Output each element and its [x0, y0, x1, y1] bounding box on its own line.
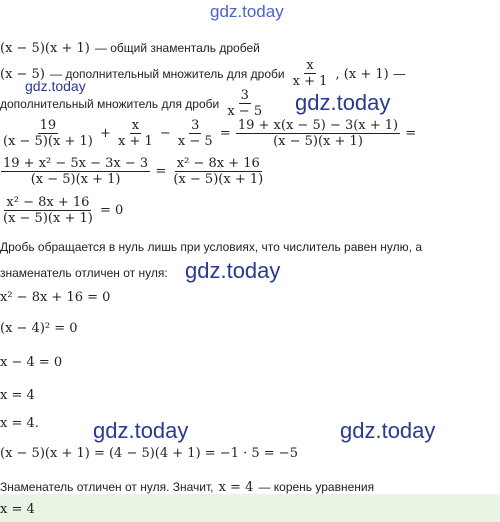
- equation-2: $\frac{\text{19 + x² − 5x − 3x − 3}}{(x - 5)(x + 1)}$ = $\frac{\text{x² − 8x + 16}}{(x - 5)(x + 1)}$: [3, 156, 264, 187]
- step-2: (x − 4)² = 0: [0, 321, 78, 336]
- equation-1: $\frac{19}{(x - 5)(x + 1)}$ + $\frac{x}{x + 1}$ − $\frac{3}{x - 5}$ = $\frac{19 + x(x - 5) - 3(x + 1)}{(x - 5)(x + 1)}$ =: [3, 118, 417, 149]
- conclusion-line: Знаменатель отличен от нуля. Значит, x = 4 — корень уравнения: [0, 480, 375, 495]
- fraction: $\frac{3}{x - 5}$: [227, 88, 263, 119]
- step-5: x = 4.: [0, 416, 39, 431]
- line-factor-2: дополнительный множитель для дроби $\frac{3}{x - 5}$: [0, 88, 263, 119]
- watermark: gdz.today: [25, 78, 86, 94]
- answer-highlight: [0, 494, 500, 522]
- step-1: x² − 8x + 16 = 0: [0, 290, 111, 305]
- answer-line: x = 4: [0, 502, 35, 517]
- condition-text-2: знаменатель отличен от нуля:: [0, 266, 168, 280]
- condition-text: Дробь обращается в нуль лишь при условиях, что числитель равен нулю, а: [0, 240, 422, 254]
- step-3: x − 4 = 0: [0, 355, 63, 370]
- watermark-top: gdz.today: [210, 2, 284, 21]
- watermark: gdz.today: [295, 90, 391, 115]
- step-4: x = 4: [0, 388, 35, 403]
- line-common-denominator: (x − 5)(x + 1) — общий знаменталь дробей: [0, 41, 260, 56]
- fraction: $\frac{x}{x + 1}$: [292, 58, 328, 89]
- check-line: (x − 5)(x + 1) = (4 − 5)(4 + 1) = −1 · 5 = −5: [0, 446, 298, 461]
- watermark: gdz.today: [185, 258, 281, 283]
- watermark: gdz.today: [340, 418, 436, 443]
- watermark: gdz.today: [93, 418, 189, 443]
- line-factor-1: (x − 5) — дополнительный множитель для дроби $\frac{x}{x + 1}$ , (x + 1) —: [0, 58, 406, 89]
- equation-3: $\frac{\text{x² − 8x + 16}}{(x - 5)(x + 1)}$ = 0: [3, 195, 124, 226]
